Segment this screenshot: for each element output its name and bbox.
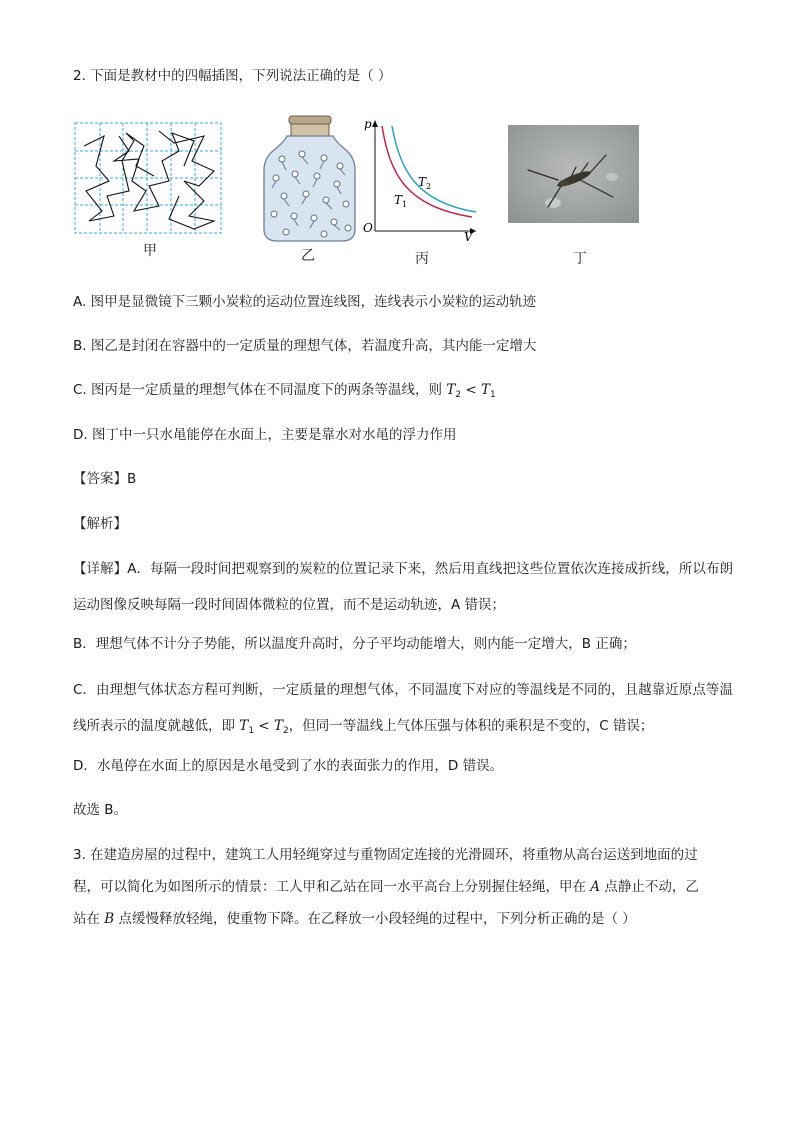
figure-yi-gas-jar: [262, 114, 357, 244]
detail-a: 【详解】A．每隔一段时间把观察到的炭粒的位置记录下来，然后用直线把这些位置依次连接成折线，所以布朗运动图像反映每隔一段时间固体微粒的位置，而不是运动轨迹，A 错误；: [73, 561, 734, 613]
answer-value: B: [127, 471, 137, 487]
analysis-label: 【解析】: [73, 516, 127, 532]
answer-line: [73, 469, 136, 489]
option-d: D. 图丁中一只水黾能停在水面上，主要是靠水对水黾的浮力作用: [73, 427, 457, 443]
q3-stem-line-2: 程，可以简化为如图所示的情景：工人甲和乙站在同一水平高台上分别握住轻绳，甲在 A 点静止不动，乙: [73, 879, 699, 895]
caption-jia: 甲: [143, 243, 157, 259]
caption-bing: 丙: [415, 251, 429, 267]
caption-yi: 乙: [301, 248, 315, 264]
t1-label: T: [394, 193, 403, 207]
origin-label: O: [363, 221, 373, 235]
option-a: A. 图甲是显微镜下三颗小炭粒的运动位置连线图，连线表示小炭粒的运动轨迹: [73, 294, 537, 310]
answer-label: 【答案】: [73, 471, 127, 487]
detail-label: 【详解】: [73, 561, 128, 577]
q2-stem: 2. 下面是教材中的四幅插图，下列说法正确的是（ ）: [73, 68, 392, 84]
caption-ding: 丁: [573, 251, 587, 267]
axis-p-label: p: [364, 117, 372, 131]
t2-label: T: [418, 175, 427, 189]
axis-v-label: V: [464, 230, 473, 244]
figure-bing-isotherms: [360, 114, 480, 244]
q3-stem-line-1: 3. 在建造房屋的过程中，建筑工人用轻绳穿过与重物固定连接的光滑圆环，将重物从高台运送到地面的过: [73, 847, 698, 863]
detail-b: B．理想气体不计分子势能，所以温度升高时，分子平均动能增大，则内能一定增大，B 正确；: [73, 636, 636, 652]
option-b: B. 图乙是封闭在容器中的一定质量的理想气体，若温度升高，其内能一定增大: [73, 338, 537, 354]
t2-subscript: 2: [426, 182, 432, 191]
q3-stem-line-3: 站在 B 点缓慢释放轻绳，使重物下降。在乙释放一小段轻绳的过程中，下列分析正确的是（ ）: [73, 911, 636, 927]
figure-jia-brownian-motion: [74, 121, 224, 235]
t1-subscript: 1: [402, 200, 408, 209]
detail-c: C．由理想气体状态方程可判断，一定质量的理想气体，不同温度下对应的等温线是不同的，且越靠近原点等温线所表示的温度就越低，即 $T_1 < T_2$，但同一等温线上气体压强与体积的乘积是不变的，C 错误；: [73, 682, 733, 736]
conclusion: 故选 B。: [73, 802, 128, 818]
detail-d: D．水黾停在水面上的原因是水黾受到了水的表面张力的作用，D 错误。: [73, 758, 504, 774]
figure-ding-water-strider-photo: [508, 125, 639, 223]
option-c: C. 图丙是一定质量的理想气体在不同温度下的两条等温线，则 $T_2 < T_1$: [73, 382, 496, 400]
